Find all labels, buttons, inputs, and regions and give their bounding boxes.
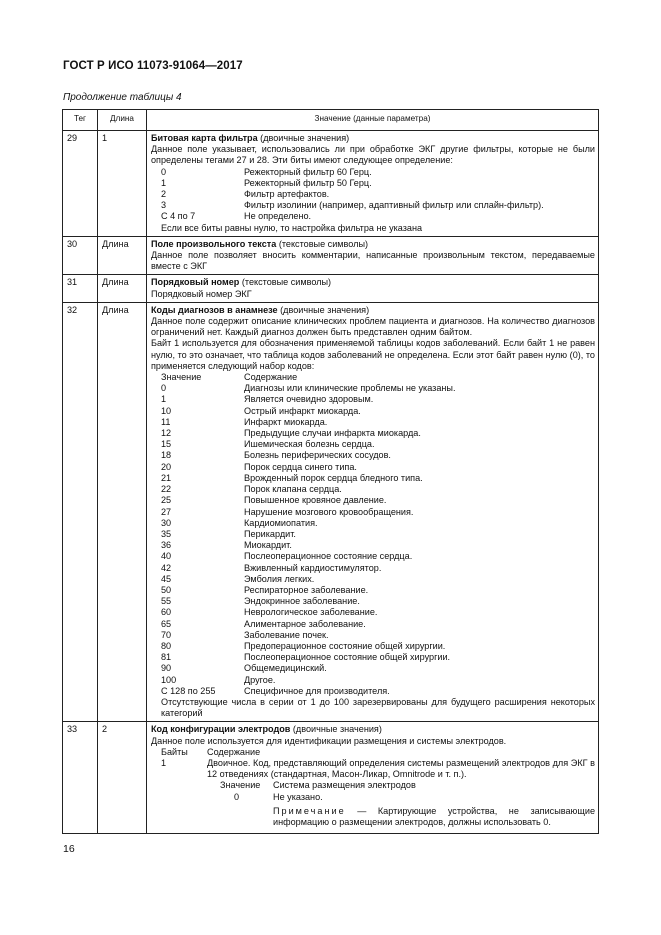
item-key: 80 (161, 640, 172, 651)
item-value: Специфичное для производителя. (244, 685, 390, 696)
item-value: Врожденный порок сердца бледного типа. (244, 472, 423, 483)
tag-cell: 29 (63, 131, 98, 237)
list-item (161, 686, 595, 697)
item-key: 20 (161, 461, 172, 472)
table-row (63, 275, 599, 302)
item-value: Порок сердца синего типа. (244, 461, 357, 472)
list-item (161, 473, 595, 484)
item-key: 81 (161, 652, 172, 663)
field-description: Данное поле указывает, использовались ли при обработке ЭКГ другие фильтры, которые не были определены тегами 27 и 28. Эти биты имеют следующее определение: (151, 144, 595, 166)
item-key: 22 (161, 484, 172, 495)
item-value: Болезнь периферических сосудов. (244, 450, 391, 461)
list-item (161, 189, 595, 200)
item-value: Фильтр артефактов. (244, 189, 330, 200)
list-item (161, 663, 595, 674)
item-key: С 4 по 7 (161, 211, 196, 222)
field-description: Данное поле содержит описание клинических проблем пациента и диагнозов. На количество диагнозов ограничений нет. Каждый диагноз должен быть представлен одним байтом. (151, 316, 595, 338)
bytes-header-key: Байты (161, 746, 188, 757)
list-item (161, 585, 595, 596)
list-item (161, 652, 595, 663)
codes-list (151, 372, 595, 697)
item-value: Ишемическая болезнь сердца. (244, 439, 375, 450)
table-row (63, 131, 599, 237)
code-header-value: Содержание (244, 372, 298, 383)
field-note: Если все биты равны нулю, то настройка фильтра не указана (161, 222, 423, 233)
field-description: Порядковый номер ЭКГ (151, 288, 252, 299)
bytes-list (151, 747, 595, 828)
item-key: 1 (161, 177, 167, 188)
item-value: Является очевидно здоровым. (244, 394, 374, 405)
length-cell: Длина (98, 236, 147, 275)
item-key: 21 (161, 472, 172, 483)
length-cell: Длина (98, 302, 147, 722)
col-tag-header: Тег (63, 110, 98, 131)
field-type: (двоичные значения) (290, 724, 382, 735)
item-key: 2 (161, 189, 167, 200)
list-item (161, 383, 595, 394)
item-key: 100 (161, 674, 177, 685)
table-header-row (63, 110, 599, 131)
tag-cell: 32 (63, 302, 98, 722)
col-value-header: Значение (данные параметра) (147, 110, 599, 131)
item-value: Диагнозы или клинические проблемы не указаны. (244, 383, 456, 394)
item-value: Миокардит. (244, 540, 292, 551)
item-value: Порок клапана сердца. (244, 484, 342, 495)
value-cell (147, 131, 599, 237)
field-note: Отсутствующие числа в серии от 1 до 100 зарезервированы для будущего расширения некоторых категорий (161, 696, 595, 719)
item-value: Вживленный кардиостимулятор. (244, 562, 382, 573)
item-value: Фильтр изолинии (например, адаптивный фильтр или сплайн-фильтр). (244, 200, 544, 211)
byte-row (161, 758, 595, 780)
table-row (63, 236, 599, 275)
byte-key: 1 (161, 757, 167, 768)
item-key: 35 (161, 528, 172, 539)
item-value: Предыдущие случаи инфаркта миокарда. (244, 428, 421, 439)
list-item (161, 630, 595, 641)
field-title: Порядковый номер (151, 277, 240, 288)
field-description: Данное поле позволяет вносить комментарии, написанные произвольным текстом, передаваемые вместе с ЭКГ (151, 250, 595, 272)
field-title: Битовая карта фильтра (151, 133, 258, 143)
field-type: (текстовые символы) (239, 277, 332, 288)
item-key: 45 (161, 573, 172, 584)
bytes-header (161, 747, 595, 758)
list-item (161, 507, 595, 518)
item-key: 50 (161, 584, 172, 595)
field-title: Коды диагнозов в анамнезе (151, 304, 278, 315)
item-key: 15 (161, 439, 172, 450)
item-value: Эндокринное заболевание. (244, 596, 360, 607)
item-value: Нарушение мозгового кровообращения. (244, 506, 414, 517)
parameters-table (62, 109, 599, 834)
list-item (161, 200, 595, 211)
item-key: 42 (161, 562, 172, 573)
field-title: Поле произвольного текста (151, 238, 277, 249)
col-length-header: Длина (98, 110, 147, 131)
list-item (161, 417, 595, 428)
placement-key: 0 (234, 791, 240, 802)
list-item (161, 675, 595, 686)
list-item (161, 641, 595, 652)
placement-header-key: Значение (220, 780, 261, 791)
placement-header (220, 780, 595, 791)
tag-cell: 31 (63, 275, 98, 302)
value-cell (147, 236, 599, 275)
value-cell (147, 302, 599, 722)
list-item (161, 484, 595, 495)
item-key: 3 (161, 200, 167, 211)
item-value: Респираторное заболевание. (244, 584, 369, 595)
page-number: 16 (63, 843, 75, 855)
item-value: Предоперационное состояние общей хирургии. (244, 640, 446, 651)
item-value: Режекторный фильтр 50 Герц. (244, 177, 372, 188)
field-type: (текстовые символы) (276, 238, 369, 249)
length-cell: 2 (98, 722, 147, 834)
field-description: Байт 1 используется для обозначения применяемой таблицы кодов заболеваний. Если байт 1 не равен нулю, то это означает, что таблица кодов заболеваний не определена. Если этот байт равен нулю (0), то применяется следующий набор кодов: (151, 338, 595, 371)
list-item (161, 428, 595, 439)
table-row (63, 722, 599, 834)
item-key: 18 (161, 450, 172, 461)
table-caption: Продолжение таблицы 4 (63, 92, 182, 103)
item-key: 10 (161, 405, 172, 416)
codes-header (161, 372, 595, 383)
list-item (161, 596, 595, 607)
item-key: 70 (161, 629, 172, 640)
item-value: Другое. (244, 674, 276, 685)
item-value: Неврологическое заболевание. (244, 607, 378, 618)
item-key: 30 (161, 517, 172, 528)
item-value: Послеоперационное состояние общей хирургии. (244, 652, 451, 663)
codes-rows (161, 383, 595, 697)
note-label: Примечание (273, 805, 346, 816)
value-cell (147, 275, 599, 302)
field-title: Код конфигурации электродов (151, 724, 291, 735)
list-item (161, 406, 595, 417)
bytes-header-value: Содержание (207, 746, 261, 757)
item-value: Заболевание почек. (244, 629, 329, 640)
item-value: Общемедицинский. (244, 663, 327, 674)
item-key: 11 (161, 416, 171, 427)
field-type: (двоичные значения) (277, 304, 370, 315)
item-key: 27 (161, 506, 172, 517)
table-row (63, 302, 599, 722)
list-item (161, 563, 595, 574)
item-value: Острый инфаркт миокарда. (244, 405, 361, 416)
note-text: — Картирующие устройства, не записывающие информацию о размещении электродов, должны использовать 0. (273, 805, 595, 827)
item-value: Повышенное кровяное давление. (244, 495, 387, 506)
item-value: Послеоперационное состояние сердца. (244, 551, 413, 562)
list-item (161, 551, 595, 562)
length-cell: Длина (98, 275, 147, 302)
value-cell (147, 722, 599, 834)
list-item (161, 211, 595, 222)
item-value: Перикардит. (244, 528, 296, 539)
item-value: Алиментарное заболевание. (244, 618, 366, 629)
placement-value: Не указано. (273, 791, 323, 802)
byte-value: Двоичное. Код, представляющий определения системы размещений электродов для ЭКГ в 12 отведениях (стандартная, Масон-Ликар, Omnitrode и т. п.). (207, 757, 595, 780)
item-value: Инфаркт миокарда. (244, 416, 328, 427)
list-item (161, 394, 595, 405)
item-key: 0 (161, 166, 167, 177)
list-item (161, 619, 595, 630)
list-item (161, 574, 595, 585)
item-value: Эмболия легких. (244, 573, 315, 584)
list-item (161, 529, 595, 540)
field-type: (двоичные значения) (257, 133, 350, 143)
bit-definitions (151, 167, 595, 223)
field-description: Данное поле используется для идентификации размещения и системы электродов. (151, 735, 507, 746)
list-item (161, 178, 595, 189)
length-cell: 1 (98, 131, 147, 237)
item-value: Не определено. (244, 211, 312, 222)
list-item (161, 607, 595, 618)
list-item (161, 450, 595, 461)
note-block (220, 806, 595, 828)
tag-cell: 33 (63, 722, 98, 834)
item-key: 90 (161, 663, 172, 674)
item-key: 0 (161, 383, 167, 394)
list-item (161, 167, 595, 178)
item-key: 36 (161, 540, 172, 551)
item-value: Режекторный фильтр 60 Герц. (244, 166, 372, 177)
item-key: 1 (161, 394, 167, 405)
item-key: 25 (161, 495, 172, 506)
placement-row (220, 792, 595, 803)
tag-cell: 30 (63, 236, 98, 275)
list-item (161, 540, 595, 551)
document-header: ГОСТ Р ИСО 11073-91064—2017 (63, 60, 243, 72)
item-value: Кардиомиопатия. (244, 517, 318, 528)
code-header-key: Значение (161, 372, 202, 383)
list-item (161, 439, 595, 450)
item-key: 40 (161, 551, 172, 562)
item-key: 55 (161, 596, 172, 607)
item-key: 60 (161, 607, 172, 618)
placement-system-list (161, 780, 595, 828)
item-key: 12 (161, 428, 172, 439)
item-key: 65 (161, 618, 172, 629)
item-key: С 128 по 255 (161, 685, 216, 696)
list-item (161, 495, 595, 506)
list-item (161, 518, 595, 529)
placement-header-value: Система размещения электродов (273, 780, 416, 791)
list-item (161, 462, 595, 473)
